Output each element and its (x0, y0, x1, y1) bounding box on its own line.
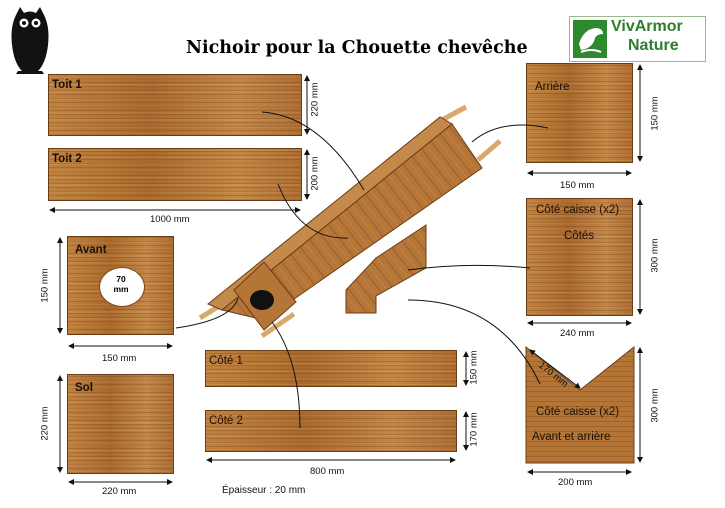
part-toit-2-label: Toit 2 (52, 153, 82, 165)
part-cote-2-label: Côté 2 (209, 415, 243, 427)
entrance-hole-diameter: 70 mm (113, 274, 129, 294)
cote-caisse-av-width-dim: 200 mm (558, 477, 593, 488)
brand-name-line2: Nature (628, 37, 679, 54)
part-cote-caisse-av-label: Côté caisse (x2) (536, 406, 620, 418)
part-cote-caisse-av-sublabel: Avant et arrière (532, 431, 611, 443)
roof-width-dim: 1000 mm (150, 214, 190, 225)
assembly-entrance-hole (250, 290, 274, 310)
toit-1-height-dim: 220 mm (309, 82, 321, 117)
part-cote-caisse-cotes-sublabel: Côtés (564, 230, 595, 242)
cote-1-height-dim: 150 mm (468, 350, 480, 385)
leader-lines (176, 112, 548, 428)
part-cote-caisse-cotes-label: Côté caisse (x2) (536, 204, 620, 216)
toit-2-height-dim: 200 mm (309, 156, 321, 191)
part-cote-1-label: Côté 1 (209, 355, 243, 367)
dimension-arrows (50, 65, 640, 482)
sol-height-dim: 220 mm (39, 406, 51, 441)
arriere-width-dim: 150 mm (560, 180, 595, 191)
arriere-height-dim: 150 mm (649, 96, 661, 131)
sol-width-dim: 220 mm (102, 486, 137, 497)
cote-2-height-dim: 170 mm (468, 412, 480, 447)
avant-width-dim: 150 mm (102, 353, 137, 364)
sides-width-dim: 800 mm (310, 466, 345, 477)
cote-caisse-cotes-width-dim: 240 mm (560, 328, 595, 339)
notch-dim: 170 mm (536, 360, 571, 390)
avant-height-dim: 150 mm (39, 268, 51, 303)
cote-caisse-av-height-dim: 300 mm (649, 388, 661, 423)
part-sol-label: Sol (75, 382, 93, 394)
cote-caisse-cotes-height-dim: 300 mm (649, 238, 661, 273)
part-arriere-label: Arrière (535, 81, 570, 93)
part-avant-label: Avant (75, 244, 107, 256)
part-toit-1-label: Toit 1 (52, 79, 82, 91)
thickness-note: Épaisseur : 20 mm (222, 485, 306, 496)
page-title: Nichoir pour la Chouette chevêche (186, 38, 528, 58)
brand-name-line1: VivArmor (611, 18, 683, 35)
